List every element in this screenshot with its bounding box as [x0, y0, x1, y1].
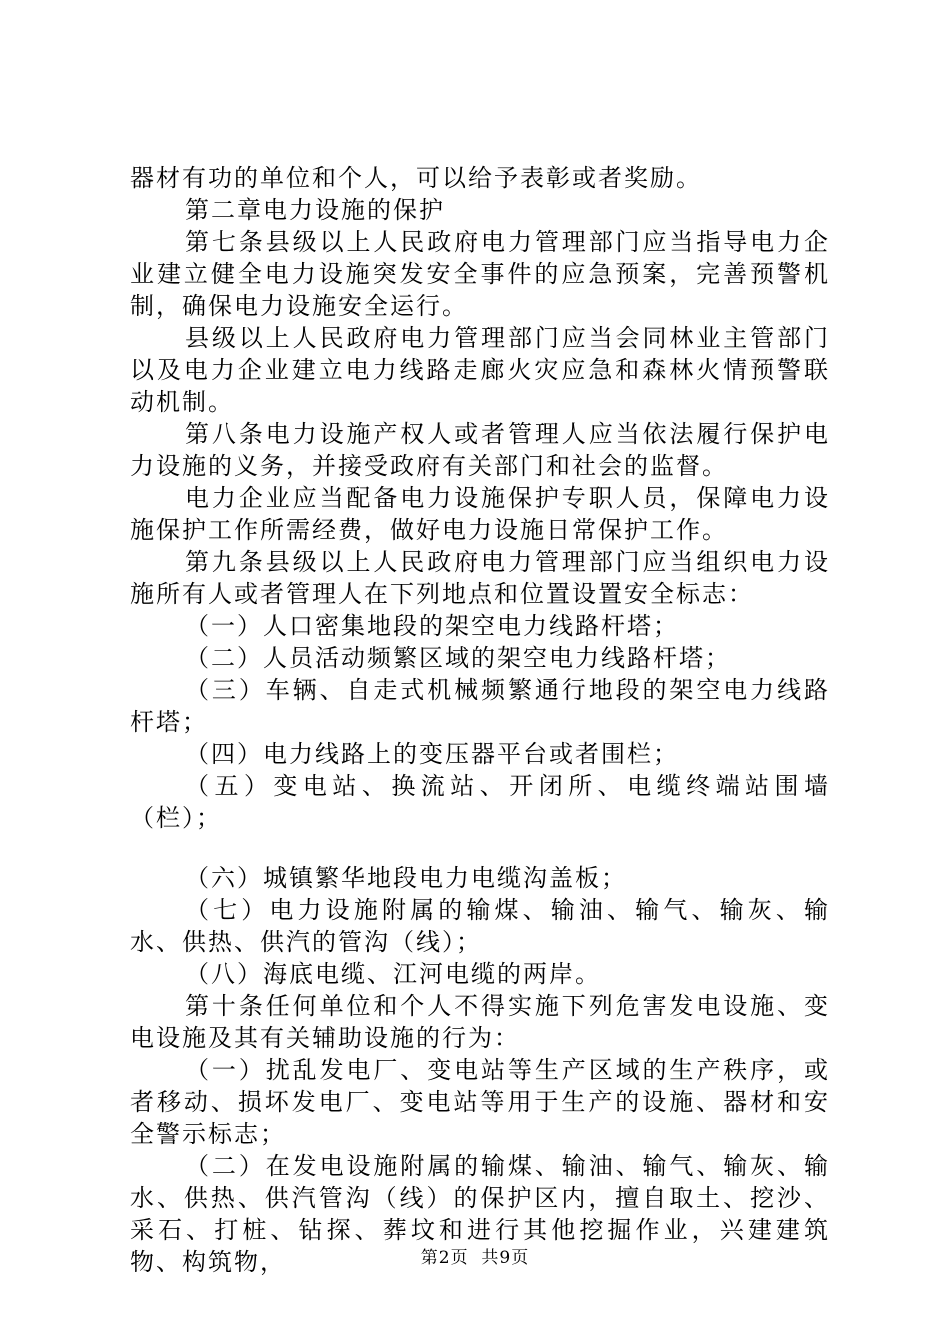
paragraph: （六）城镇繁华地段电力电缆沟盖板； [185, 864, 627, 892]
paragraph: 第八条电力设施产权人或者管理人应当依法履行保护电力设施的义务，并接受政府有关部门和社会的监督。 [130, 420, 830, 480]
paragraph: （一）扰乱发电厂、变电站等生产区域的生产秩序，或者移动、损坏发电厂、变电站等用于生产的设施、器材和安全警示标志； [130, 1056, 830, 1148]
paragraph: （二）人员活动频繁区域的架空电力线路杆塔； [185, 644, 731, 672]
paragraph: 县级以上人民政府电力管理部门应当会同林业主管部门以及电力企业建立电力线路走廊火灾应急和森林火情预警联动机制。 [130, 324, 830, 416]
paragraph: （八）海底电缆、江河电缆的两岸。 [185, 960, 601, 988]
paragraph: （四）电力线路上的变压器平台或者围栏； [185, 740, 679, 768]
paragraph: 第二章电力设施的保护 [185, 196, 445, 224]
paragraph: （二）在发电设施附属的输煤、输油、输气、输灰、输水、供热、供汽管沟（线）的保护区内，擅自取土、挖沙、采石、打桩、钻探、葬坟和进行其他挖掘作业，兴建建筑物、构筑物， [130, 1152, 830, 1276]
paragraph: （七）电力设施附属的输煤、输油、输气、输灰、输水、供热、供汽的管沟（线）； [130, 896, 830, 956]
paragraph: 器材有功的单位和个人，可以给予表彰或者奖励。 [130, 164, 702, 192]
paragraph-gap [130, 834, 830, 862]
paragraph: 第九条县级以上人民政府电力管理部门应当组织电力设施所有人或者管理人在下列地点和位置设置安全标志： [130, 548, 830, 608]
page-total: 共9页 [481, 1248, 530, 1268]
paragraph: 第十条任何单位和个人不得实施下列危害发电设施、变电设施及其有关辅助设施的行为： [130, 992, 830, 1052]
paragraph: 电力企业应当配备电力设施保护专职人员，保障电力设施保护工作所需经费，做好电力设施日常保护工作。 [130, 484, 830, 544]
paragraph: （五）变电站、换流站、开闭所、电缆终端站围墙（栏）； [130, 772, 830, 832]
paragraph: （一）人口密集地段的架空电力线路杆塔； [185, 612, 679, 640]
paragraph: 第七条县级以上人民政府电力管理部门应当指导电力企业建立健全电力设施突发安全事件的应急预案，完善预警机制，确保电力设施安全运行。 [130, 228, 830, 320]
paragraph: （三）车辆、自走式机械频繁通行地段的架空电力线路杆塔； [130, 676, 830, 736]
page-footer [0, 1243, 950, 1268]
footer-separator [469, 1248, 482, 1268]
page-number: 第2页 [420, 1248, 469, 1268]
document-body [130, 162, 830, 1278]
